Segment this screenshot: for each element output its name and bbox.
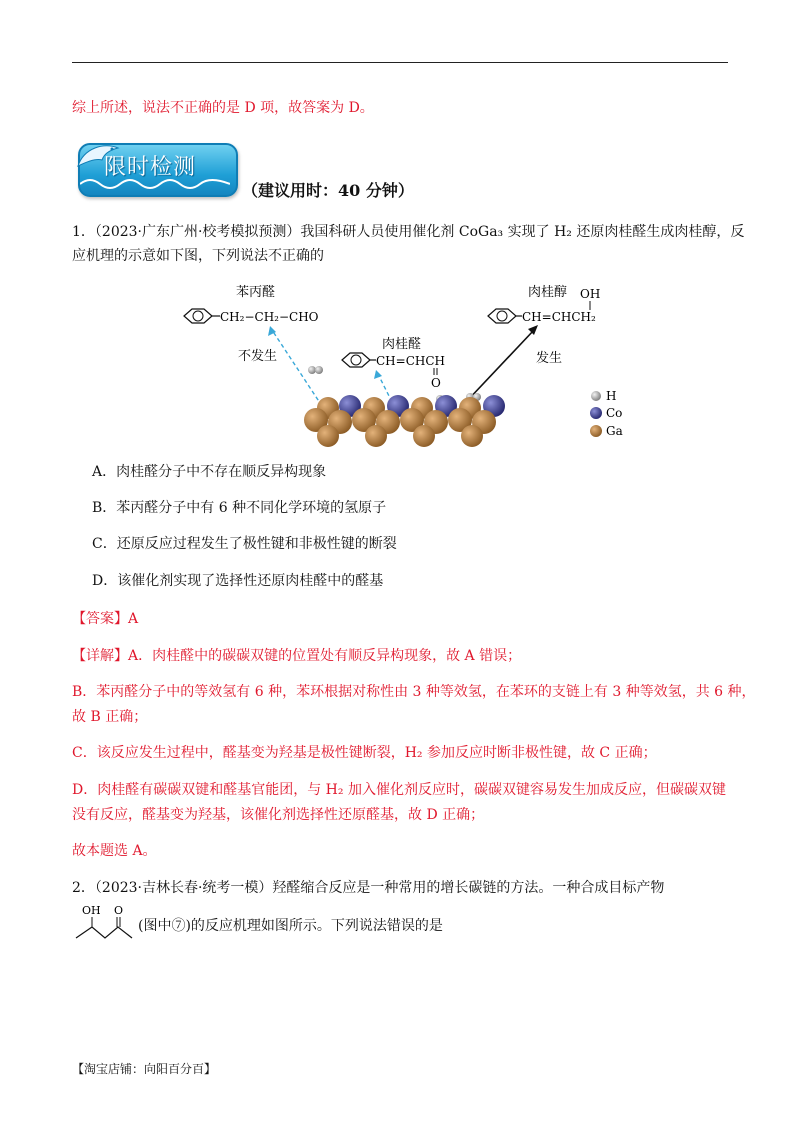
right-molecule-oh: OH [580,287,601,301]
reaction-mechanism-figure [170,278,630,448]
q1-option-c: C．还原反应过程发生了极性键和非极性键的断裂 [92,536,397,552]
legend-co: Co [606,406,623,420]
q1-option-a: A．肉桂醛分子中不存在顺反异构现象 [92,464,327,480]
suggested-time: （建议用时：40 分钟） [242,181,414,200]
hydrogen-atom-icon [591,391,601,401]
reaction-label: 发生 [536,351,563,366]
structure-oh: OH [82,904,101,917]
summary-text: 综上所述，说法不正确的是 D 项，故答案为 D。 [72,100,374,116]
header-rule [72,62,728,63]
q1-explain-a: 【详解】A．肉桂醛中的碳碳双键的位置处有顺反异构现象，故 A 错误； [72,648,522,664]
middle-molecule-formula: CH=CHCH [376,354,445,368]
middle-molecule-name: 肉桂醛 [382,337,422,352]
q1-explain-b2: 故 B 正确； [72,709,148,725]
right-molecule-name: 肉桂醇 [528,285,568,300]
q1-option-d: D．该催化剂实现了选择性还原肉桂醛中的醛基 [92,573,384,589]
middle-molecule-oxygen: O [431,376,441,390]
section-banner-title: 限时检测 [104,155,197,180]
q1-stem-line1: 1．（2023·广东广州·校考模拟预测）我国科研人员使用催化剂 CoGa₃ 实现了 H₂ 还原肉桂醛生成肉桂醇，反 [72,224,745,240]
q1-explain-d2: 没有反应，醛基变为羟基，该催化剂选择性还原醛基，故 D 正确； [72,807,485,823]
q1-stem-line2: 应机理的示意如下图，下列说法不正确的 [72,248,324,264]
no-reaction-label: 不发生 [238,349,278,364]
catalyst-surface [304,395,505,447]
q2-stem-line2: (图中⑦)的反应机理如图所示。下列说法错误的是 [138,918,443,934]
q1-answer: 【答案】A [72,611,139,627]
q2-stem-line1: 2．（2023·吉林长春·统考一模）羟醛缩合反应是一种常用的增长碳链的方法。一种合成目标产物 [72,880,665,896]
legend-ga: Ga [606,424,623,438]
q1-explain-c: C．该反应发生过程中，醛基变为羟基是极性键断裂，H₂ 参加反应时断非极性键，故 C 正确； [72,745,657,761]
q1-explain-d1: D．肉桂醛有碳碳双键和醛基官能团，与 H₂ 加入催化剂反应时，碳碳双键容易发生加成反应，但碳碳双键 [72,782,726,798]
left-molecule-formula: CH₂−CH₂−CHO [220,310,319,324]
reaction-arrow [466,330,534,402]
structure-o: O [114,904,124,917]
gallium-atom-icon [590,425,602,437]
q1-conclusion: 故本题选 A。 [72,843,157,859]
no-reaction-arrow-middle [378,374,392,402]
q1-option-b: B．苯丙醛分子中有 6 种不同化学环境的氢原子 [92,500,387,516]
q1-explain-b1: B．苯丙醛分子中的等效氢有 6 种，苯环根据对称性由 3 种等效氢，在苯环的支链上有 3 种等效氢，共 6 种， [72,684,756,700]
right-molecule-formula: CH=CHCH₂ [522,310,596,324]
left-molecule-name: 苯丙醛 [236,285,276,300]
target-product-structure [72,900,138,944]
legend-h: H [606,389,617,403]
atom-legend [590,389,623,438]
footer-shop-label: 【淘宝店铺：向阳百分百】 [72,1062,217,1076]
cobalt-atom-icon [590,407,602,419]
